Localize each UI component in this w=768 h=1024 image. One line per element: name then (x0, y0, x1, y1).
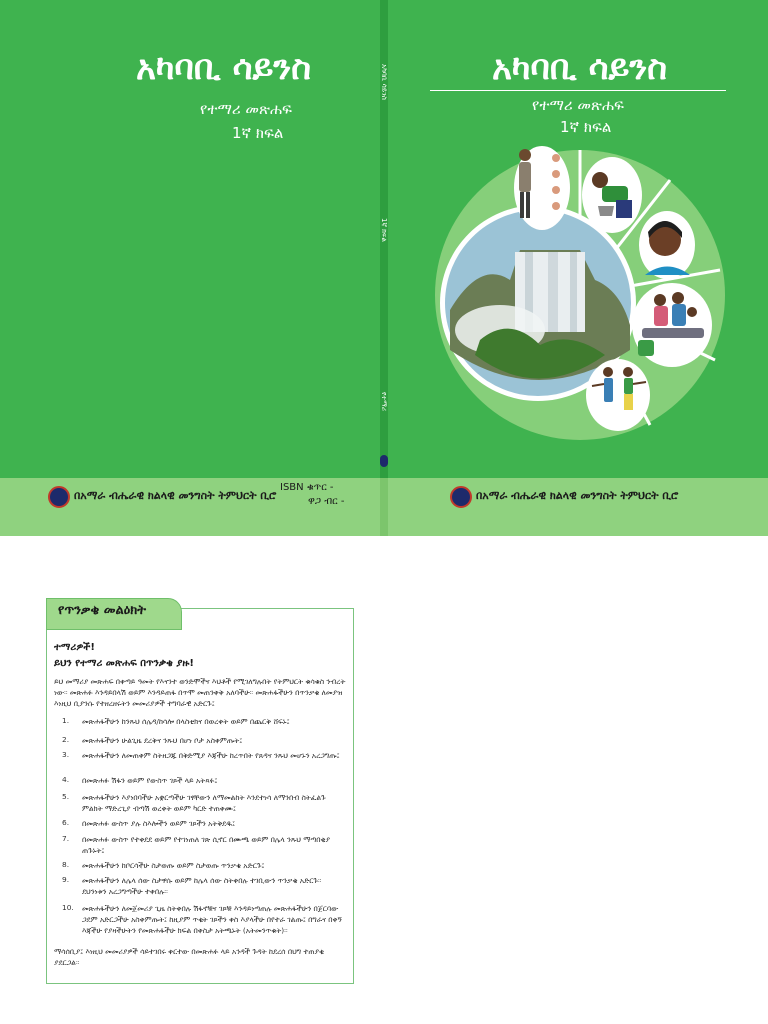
front-cover-subtitle: የተማሪ መጽሐፍ (532, 96, 624, 114)
notice-heading: ይህን የተማሪ መጽሐፍ በጥንቃቄ ያዙ! (54, 658, 194, 669)
price-label: ዋጋ ብር - (308, 496, 345, 507)
notice-item-text: በመጽሐፉ ውስጥ ያሉ ስእሎችን ወይም ገጾችን አትቅደዱ፤ (82, 819, 236, 828)
notice-item-number: 8. (62, 860, 70, 869)
cover-illustration (420, 140, 730, 450)
isbn-label: ISBN ቁጥር - (280, 482, 334, 493)
notice-item-number: 4. (62, 775, 70, 784)
hand-washing-panel (582, 157, 642, 233)
front-cover-title: አካባቢ ሳይንስ (492, 48, 668, 88)
notice-item-text: መጽሐፋችሁን ከንጹህ ሰሌዳ/ከሳሎ በላስቲክና በወረቀት ወይም በጨርቅ ሸፍኑ፤ (82, 717, 290, 726)
notice-item-text: መጽሐፋችሁን ለመጠቀም ስትዘጋጁ በቅድሚያ እጃችሁ ከረጥበት የጸዳና ንጹህ መሆኑን አረጋግጡ፤ (82, 751, 340, 760)
notice-item-number: 3. (62, 750, 70, 759)
notice-item-text: በመጽሐፉ ሽፋን ወይም የውስጥ ገጾች ላይ አትጻፉ፤ (82, 776, 218, 785)
notice-intro: ይህ መማሪያ መጽሐፍ በቀጣይ ዓመት የእናንተ ወንድሞችና እህቶች የሚገለግሉበት የትምህርት ቁሳቁስ ንብረት ነው። መጽሐፉ እንዳይበላሽ ወይም እንዳይጠፋ በጥሞ መጠንቀቅ አለባችሁ። መጽሐፋችሁን በጥንቃቄ ለመያዝ እነዚህ ቢያንሱ የተዘረዘሩትን መመሪያዎች ተግባራዊ አድርጉ፤ (54, 677, 346, 708)
spine-emblem (380, 455, 388, 467)
back-cover-grade: 1ኛ ክፍል (232, 124, 284, 142)
notice-item-text: መጽሐፋችሁን እያነበባችሁ አቋርጣችሁ ገፃቸውን ለማመልከት እንደተነሳ ለማንበብ ስትፈልጉ ምልክት ማድረጊያ ብጣሽ ወረቀት ወይም ካርድ ተጠቀሙ፤ (82, 793, 326, 813)
bureau-name-front: በአማራ ብሔራዊ ክልላዊ መንግስት ትምህርት ቢሮ (476, 489, 679, 502)
body-senses-panel (514, 146, 570, 230)
notice-item-number: 1. (62, 716, 70, 725)
directions-panel (586, 359, 650, 431)
notice-item-text: በመጽሐፉ ውስጥ የተቀደደ ወይም የተገነጠለ ገጽ ሲኖር በሙጫ ወይም በሌላ ንጹህ ማጣበቂያ ጠጉኑት፤ (82, 835, 330, 855)
notice-item-number: 10. (62, 903, 74, 912)
notice-item-number: 9. (62, 875, 70, 884)
notice-tab-title: የጥንቃቄ መልዕክት (58, 603, 147, 618)
notice-item-text: መጽሐፋችሁን ለሌላ ሰው ስታዋሱ ወይም ከሌላ ሰው ስትቀበሉ ተገቢውን ጥንቃቄ አድርጉ። ደህንነቱን አረጋግጣችሁ ተቀበሉ። (82, 876, 322, 896)
strip-divider (380, 478, 388, 536)
bureau-emblem-back (48, 486, 70, 508)
bureau-emblem-front (450, 486, 472, 508)
spine-bottom-text: የተማሪ (380, 392, 388, 411)
notice-greeting: ተማሪዎች! (54, 642, 95, 653)
back-cover-subtitle: የተማሪ መጽሐፍ (200, 100, 292, 118)
family-reading-panel (632, 283, 712, 367)
notice-item-text: መጽሐፋችሁን ለመጀመሪያ ጊዜ ስትቀበሉ ሽፋኖቹና ገጾቹ እንዳይነጣጠሉ መጽሐፋችሁን በጀርባው ጋደም አድርጋችሁ አስቀምጡት፤ ከዚያም ጥቂት ገጾችን ቀስ እያላችሁ በየተራ ገልጡ፤ በግራና በቀኝ እጃችሁ የያዛችሁትን የመጽሐፋችሁ ክፍል በቀስታ አትጫኑት (አትመንጥቁት)። (82, 904, 342, 935)
notice-item-text: መጽሐፋችሁን ሁልጊዜ ደረቅና ንጹህ በሆነ ቦታ አስቀምጡት፤ (82, 736, 243, 745)
notice-item-number: 5. (62, 792, 70, 801)
notice-warning: ማሳሰቢያ፤ እነዚህ መመሪያዎች ሳይተገበሩ ቀርተው በመጽሐፉ ላይ አንዳች ጉዳት ከደረሰ በህግ ተጠያቂ ያደርጋል። (54, 947, 324, 967)
notice-item-number: 2. (62, 735, 70, 744)
notice-item-text: መጽሐፋችሁን ከቦርሳችሁ ስታወጡ ወይም ስታወጡ ጥንቃቄ አድርጉ፤ (82, 861, 265, 870)
notice-item-number: 7. (62, 834, 70, 843)
bureau-name-back: በአማራ ብሔራዊ ክልላዊ መንግስት ትምህርት ቢሮ (74, 489, 277, 502)
notice-item-number: 6. (62, 818, 70, 827)
woman-portrait-panel (639, 211, 695, 279)
title-underline (430, 90, 726, 91)
back-cover-title: አካባቢ ሳይንስ (136, 48, 312, 88)
spine-subtitle: 1ኛ ክፍል (380, 218, 388, 242)
spine-title: አካባቢ ሳይንስ (380, 64, 388, 100)
front-cover-grade: 1ኛ ክፍል (560, 118, 612, 136)
